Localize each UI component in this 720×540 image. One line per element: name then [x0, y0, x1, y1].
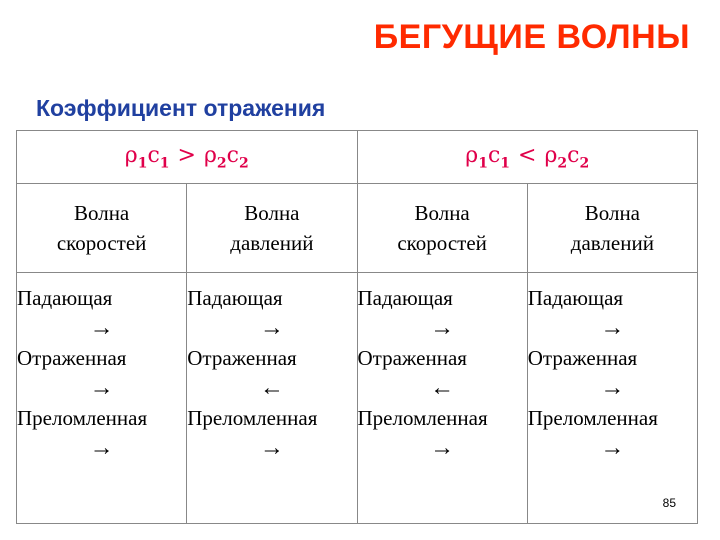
column-header: Волна давлений	[187, 184, 357, 273]
arrow-right-icon: →	[430, 315, 455, 341]
arrow-right-icon: →	[259, 435, 284, 461]
arrow-right-icon: →	[600, 375, 625, 401]
slide-title: БЕГУЩИЕ ВОЛНЫ	[373, 18, 690, 56]
wave-cell: Падающая → Отраженная ← Преломленная →	[357, 273, 527, 524]
arrow-right-icon: →	[89, 435, 114, 461]
slide-subtitle: Коэффициент отражения	[36, 95, 326, 121]
wave-cell: Падающая → Отраженная → Преломленная →	[527, 273, 697, 524]
condition-cell-greater: $\rho_1c_1 > \rho_2c_2$	[17, 131, 358, 184]
column-header-row	[17, 184, 698, 273]
waves-row	[17, 273, 698, 524]
arrow-left-icon: ←	[259, 375, 284, 401]
reflection-table	[16, 130, 698, 524]
arrow-right-icon: →	[89, 375, 114, 401]
arrow-left-icon: ←	[430, 375, 455, 401]
wave-cell: Падающая → Отраженная ← Преломленная →	[187, 273, 357, 524]
arrow-right-icon: →	[259, 315, 284, 341]
arrow-right-icon: →	[430, 435, 455, 461]
column-header: Волна скоростей	[17, 184, 187, 273]
page-number: 85	[662, 496, 676, 510]
arrow-right-icon: →	[600, 315, 625, 341]
arrow-right-icon: →	[89, 315, 114, 341]
condition-row	[17, 131, 698, 184]
arrow-right-icon: →	[600, 435, 625, 461]
column-header: Волна скоростей	[357, 184, 527, 273]
column-header: Волна давлений	[527, 184, 697, 273]
condition-cell-less: $\rho_1c_1 < \rho_2c_2$	[357, 131, 698, 184]
wave-cell: Падающая → Отраженная → Преломленная →	[17, 273, 187, 524]
